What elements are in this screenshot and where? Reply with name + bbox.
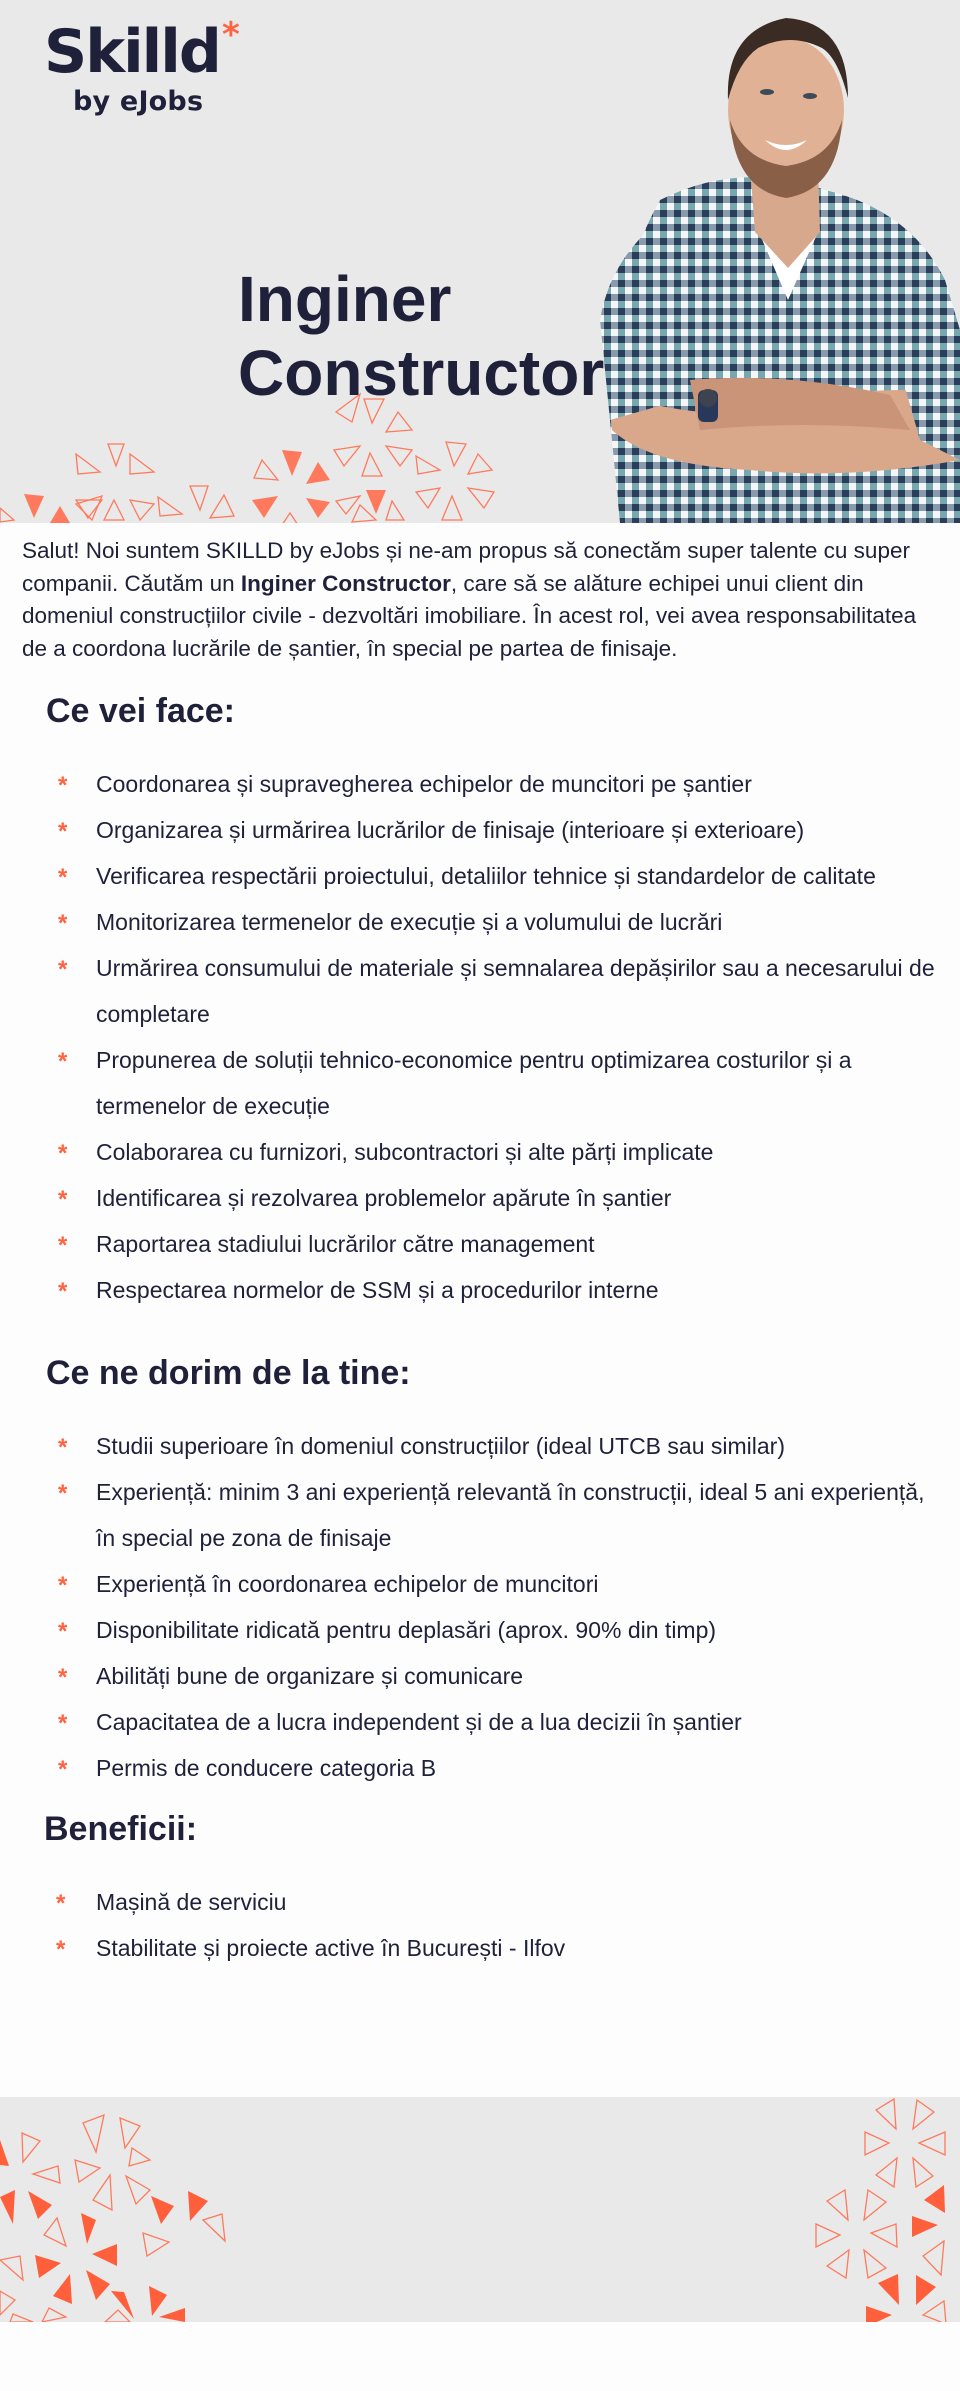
requirements-list xyxy=(46,1423,950,1791)
asterisk-bullet-icon: * xyxy=(58,1278,68,1305)
list-item xyxy=(44,1879,950,1925)
list-item-text: Stabilitate și proiecte active în București - Ilfov xyxy=(96,1935,566,1961)
asterisk-bullet-icon: * xyxy=(58,1232,68,1259)
section-heading: Ce vei face: xyxy=(46,692,235,730)
list-item-text: Respectarea normelor de SSM și a procedurilor interne xyxy=(96,1277,659,1303)
logo-main-text: Skilld xyxy=(44,17,220,87)
benefits-list xyxy=(44,1879,950,1971)
list-item-text: Experiență: minim 3 ani experiență relevantă în construcții, ideal 5 ani experiență, în special pe zona de finisaje xyxy=(96,1479,925,1551)
job-title xyxy=(238,262,604,410)
list-item xyxy=(46,807,950,853)
logo-wordmark xyxy=(44,15,238,87)
section-requirements xyxy=(0,1349,960,1791)
asterisk-bullet-icon: * xyxy=(58,1572,68,1599)
asterisk-bullet-icon: * xyxy=(58,1756,68,1783)
list-item-text: Coordonarea și supravegherea echipelor de muncitori pe șantier xyxy=(96,771,752,797)
asterisk-bullet-icon: * xyxy=(58,1710,68,1737)
intro-text-2: , care să se alăture echipei unui client din domeniul construcțiilor civile - dezvoltări imobiliare. În acest rol, vei avea responsabilitatea de a coordona lucrările de șantier, în special pe partea de finisaje. xyxy=(22,570,917,661)
skilld-logo xyxy=(44,15,238,117)
footer-triangle-pattern-decoration xyxy=(0,2070,960,2322)
list-item xyxy=(46,1129,950,1175)
list-item xyxy=(46,1745,950,1791)
list-item-text: Mașină de serviciu xyxy=(96,1889,287,1915)
asterisk-bullet-icon: * xyxy=(58,818,68,845)
list-item xyxy=(46,761,950,807)
list-item-text: Studii superioare în domeniul construcțiilor (ideal UTCB sau similar) xyxy=(96,1433,785,1459)
list-item xyxy=(46,1221,950,1267)
asterisk-bullet-icon: * xyxy=(58,1140,68,1167)
asterisk-bullet-icon: * xyxy=(58,910,68,937)
asterisk-bullet-icon: * xyxy=(58,1186,68,1213)
list-item-text: Abilități bune de organizare și comunicare xyxy=(96,1663,524,1689)
intro-text-1: Salut! Noi suntem SKILLD by eJobs și ne-am propus să conectăm super talente cu super companii. Căutăm un xyxy=(22,538,910,596)
section-benefits xyxy=(0,1805,960,1971)
list-item-text: Monitorizarea termenelor de execuție și a volumului de lucrări xyxy=(96,909,723,935)
asterisk-icon: * xyxy=(221,15,238,55)
section-heading: Ce ne dorim de la tine: xyxy=(46,1354,411,1392)
asterisk-bullet-icon: * xyxy=(58,864,68,891)
asterisk-bullet-icon: * xyxy=(58,1048,68,1075)
list-item-text: Experiență în coordonarea echipelor de muncitori xyxy=(96,1571,599,1597)
list-item xyxy=(46,945,950,1037)
list-item-text: Permis de conducere categoria B xyxy=(96,1755,437,1781)
asterisk-bullet-icon: * xyxy=(58,1434,68,1461)
list-item xyxy=(46,853,950,899)
list-item-text: Capacitatea de a lucra independent și de a lua decizii în șantier xyxy=(96,1709,742,1735)
list-item xyxy=(46,1561,950,1607)
list-item xyxy=(46,899,950,945)
list-item-text: Organizarea și urmărirea lucrărilor de finisaje (interioare și exterioare) xyxy=(96,817,805,843)
asterisk-bullet-icon: * xyxy=(56,1936,66,1963)
list-item-text: Verificarea respectării proiectului, detaliilor tehnice și standardelor de calitate xyxy=(96,863,876,889)
list-item-text: Urmărirea consumului de materiale și semnalarea depășirilor sau a necesarului de completare xyxy=(96,955,935,1027)
list-item xyxy=(46,1267,950,1313)
asterisk-bullet-icon: * xyxy=(58,1480,68,1507)
asterisk-bullet-icon: * xyxy=(58,1618,68,1645)
list-item-text: Identificarea și rezolvarea problemelor apărute în șantier xyxy=(96,1185,672,1211)
list-item xyxy=(44,1925,950,1971)
job-title-line2: Constructor xyxy=(238,337,605,409)
intro-job-title-bold: Inginer Constructor xyxy=(240,570,451,596)
hero-photo-man xyxy=(590,0,960,523)
asterisk-bullet-icon: * xyxy=(58,772,68,799)
list-item xyxy=(46,1423,950,1469)
list-item xyxy=(46,1037,950,1129)
section-responsibilities xyxy=(0,687,960,1313)
hero-banner xyxy=(0,0,960,523)
list-item xyxy=(46,1469,950,1561)
list-item xyxy=(46,1175,950,1221)
asterisk-bullet-icon: * xyxy=(58,956,68,983)
job-title-line1: Inginer xyxy=(238,263,452,335)
list-item-text: Disponibilitate ridicată pentru deplasări (aprox. 90% din timp) xyxy=(96,1617,717,1643)
list-item-text: Propunerea de soluții tehnico-economice pentru optimizarea costurilor și a termenelor de execuție xyxy=(96,1047,852,1119)
list-item xyxy=(46,1699,950,1745)
logo-subtitle: by eJobs xyxy=(73,86,204,117)
responsibilities-list xyxy=(46,761,950,1313)
asterisk-bullet-icon: * xyxy=(56,1890,66,1917)
asterisk-bullet-icon: * xyxy=(58,1664,68,1691)
list-item xyxy=(46,1653,950,1699)
section-heading: Beneficii: xyxy=(44,1810,198,1848)
intro-paragraph xyxy=(0,523,960,665)
list-item-text: Colaborarea cu furnizori, subcontractori și alte părți implicate xyxy=(96,1139,714,1165)
list-item-text: Raportarea stadiului lucrărilor către management xyxy=(96,1231,595,1257)
list-item xyxy=(46,1607,950,1653)
